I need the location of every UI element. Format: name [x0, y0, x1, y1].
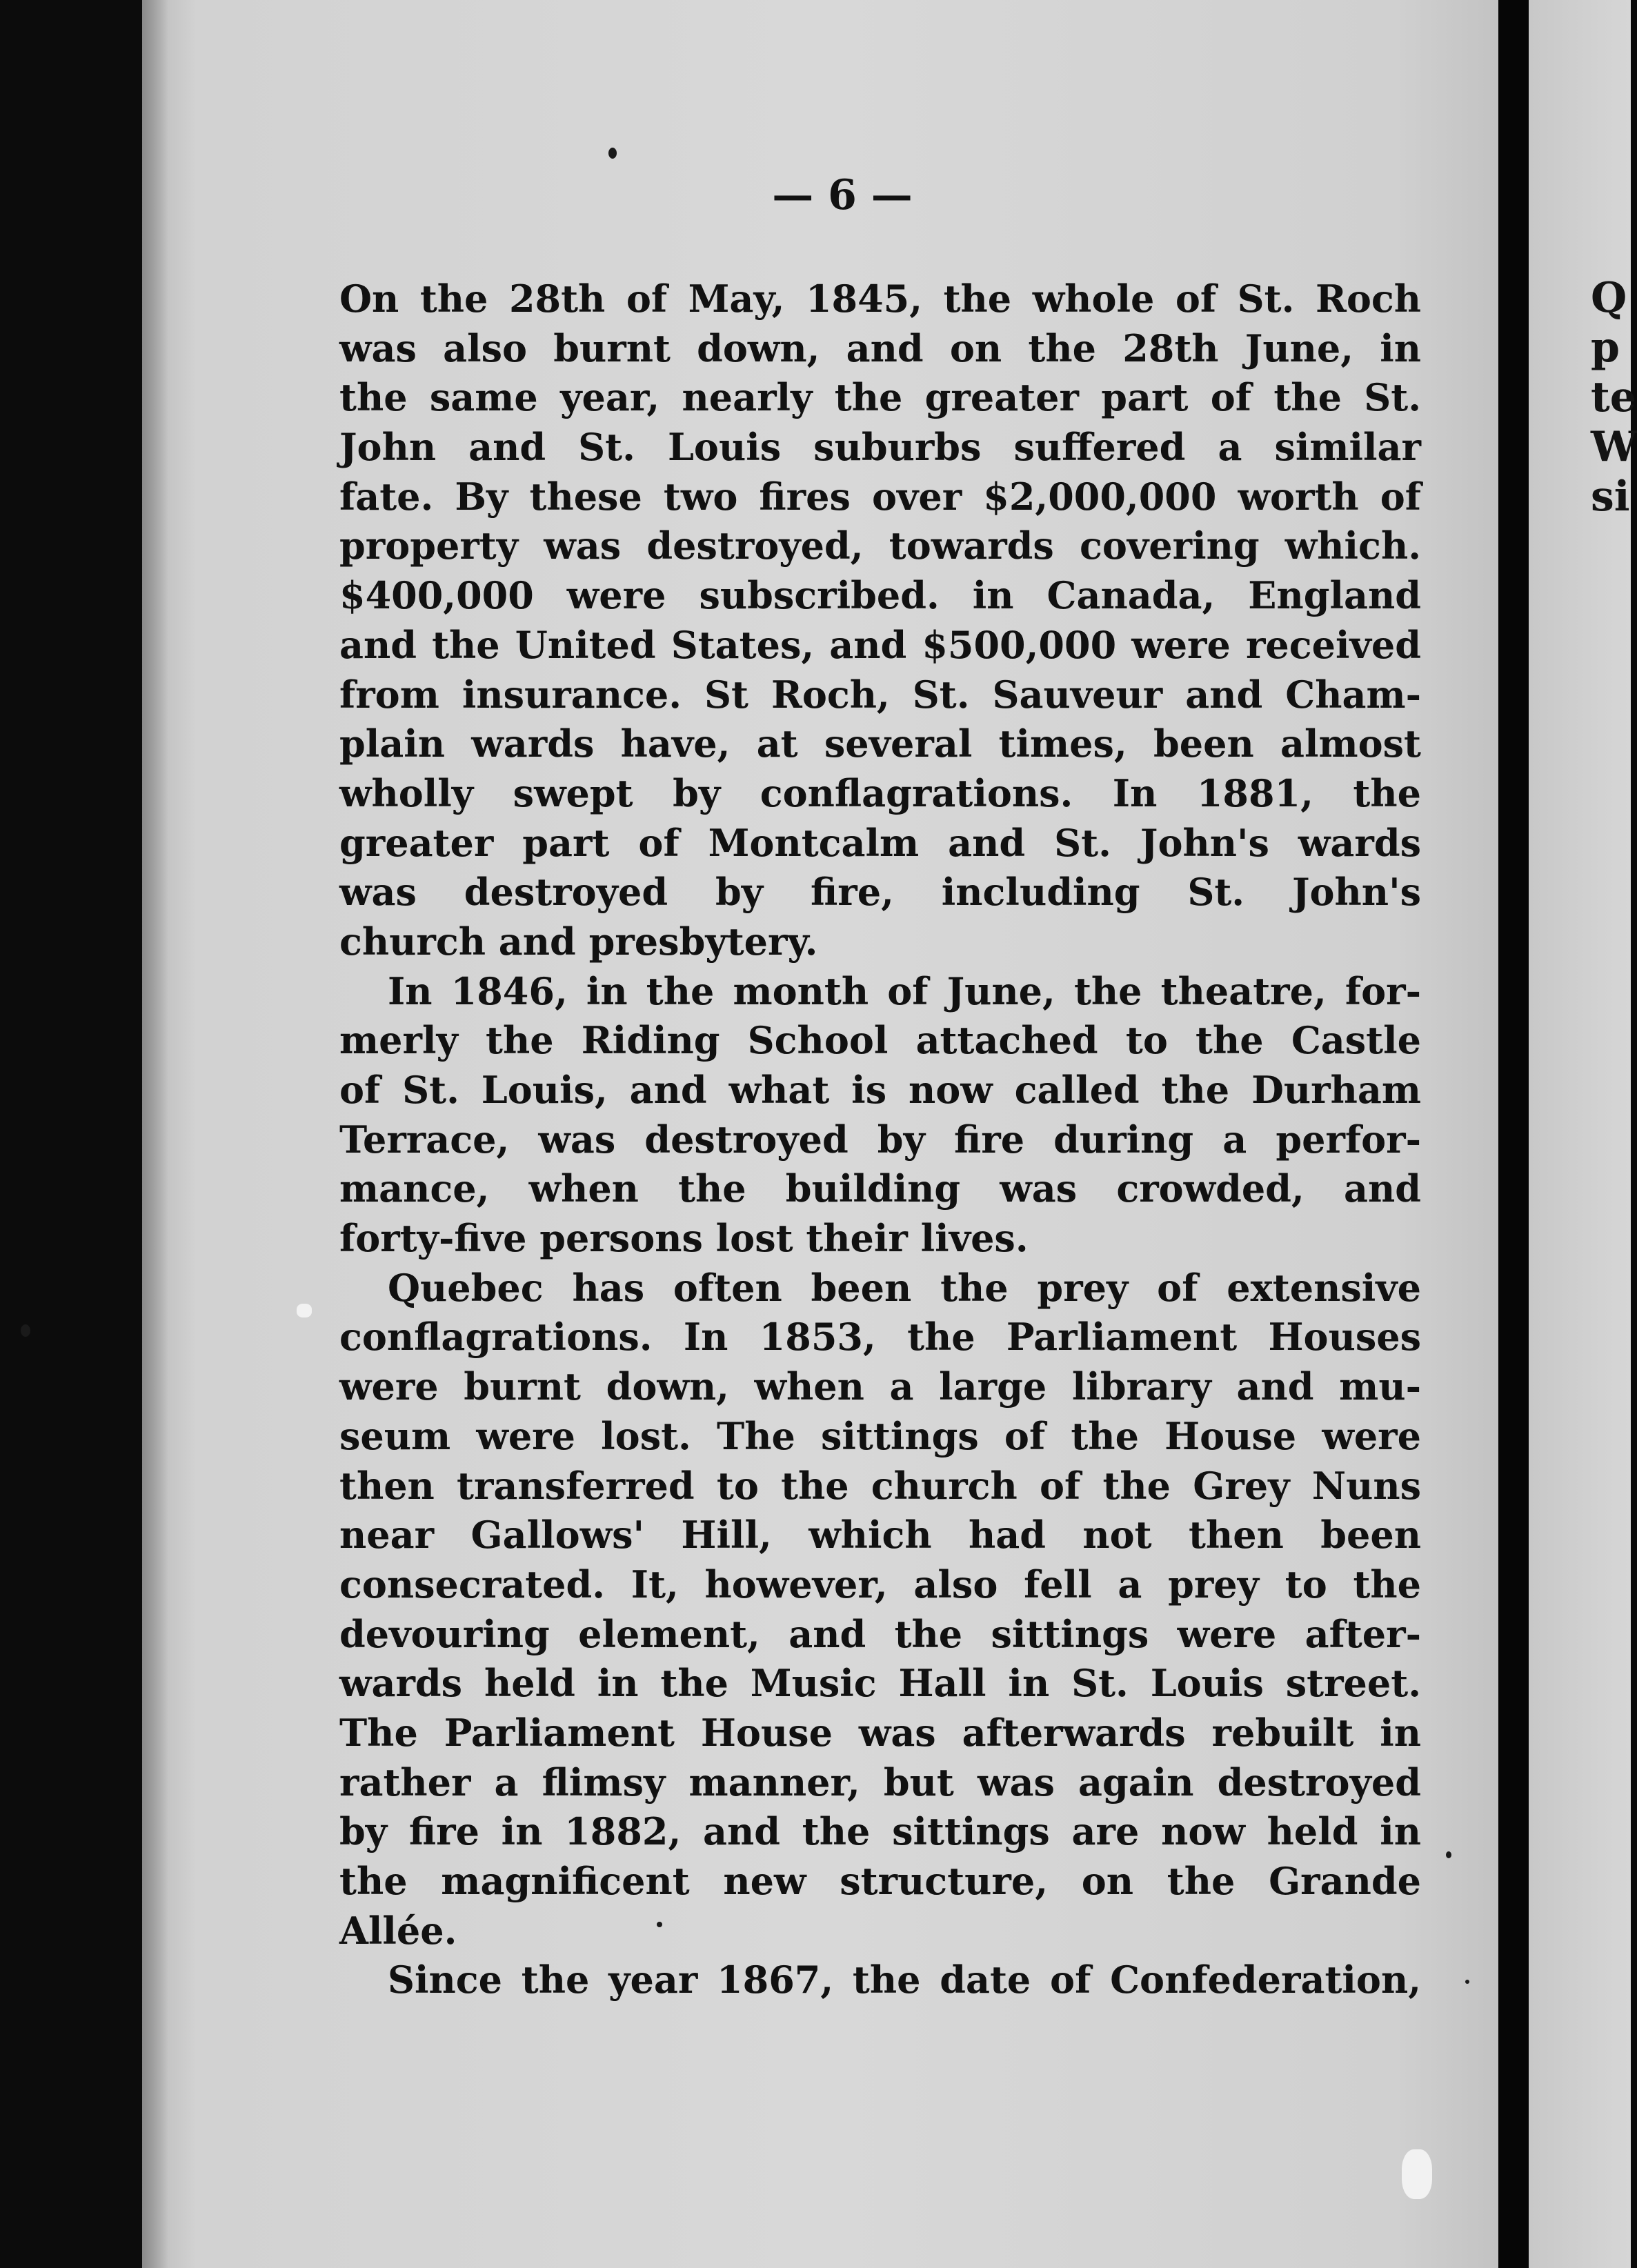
- text-line: rather a flimsy manner, but was again destroyed: [339, 1760, 1421, 1804]
- text-line: the magnificent new structure, on the Grande: [339, 1859, 1421, 1903]
- page-gutter: [1498, 0, 1529, 2268]
- paragraph-4: [339, 1956, 1421, 2005]
- paper-blemish: [297, 1304, 312, 1317]
- text-line: was also burnt down, and on the 28th June, in: [339, 326, 1421, 370]
- page-binding-shadow: [142, 0, 168, 2268]
- text-line: fate. By these two fires over $2,000,000 worth of: [339, 474, 1421, 519]
- text-line: from insurance. St Roch, St. Sauveur and Cham-: [339, 672, 1421, 717]
- adjacent-page-fragment: si: [1591, 472, 1630, 521]
- text-line: On the 28th of May, 1845, the whole of St. Roch: [339, 277, 1421, 321]
- text-line: Quebec has often been the prey of extensive: [388, 1265, 1421, 1310]
- text-line: near Gallows' Hill, which had not then been: [339, 1513, 1421, 1558]
- text-line: the same year, nearly the greater part of the St.: [339, 375, 1421, 420]
- text-line: wards held in the Music Hall in St. Louis street.: [339, 1661, 1421, 1706]
- text-line: devouring element, and the sittings were after-: [339, 1611, 1421, 1656]
- text-line: seum were lost. The sittings of the House were: [339, 1413, 1421, 1458]
- text-line: mance, when the building was crowded, and: [339, 1166, 1421, 1211]
- text-line: were burnt down, when a large library and mu-: [339, 1364, 1421, 1409]
- paragraph-2: [339, 967, 1421, 1264]
- text-line: greater part of Montcalm and St. John's wards: [339, 820, 1421, 865]
- text-line: was destroyed by fire, including St. John's: [339, 870, 1421, 915]
- text-line: consecrated. It, however, also fell a prey to the: [339, 1562, 1421, 1606]
- text-line: In 1846, in the month of June, the theatre, for-: [388, 968, 1421, 1013]
- ink-speck: [1446, 1851, 1451, 1858]
- text-line: church and presbytery.: [339, 919, 818, 964]
- ink-speck: [657, 1922, 662, 1927]
- text-line: The Parliament House was afterwards rebuilt in: [339, 1710, 1421, 1755]
- text-line: conflagrations. In 1853, the Parliament Houses: [339, 1315, 1421, 1360]
- text-line: Allée.: [339, 1908, 457, 1953]
- ink-speck: [1465, 1980, 1469, 1984]
- left-scan-border: [0, 0, 142, 2268]
- text-line: Terrace, was destroyed by fire during a perfor-: [339, 1117, 1421, 1162]
- text-line: Since the year 1867, the date of Confederation,: [388, 1958, 1421, 2002]
- text-line: plain wards have, at several times, been almost: [339, 722, 1421, 766]
- text-line: of St. Louis, and what is now called the Durham: [339, 1068, 1421, 1112]
- text-line: merly the Riding School attached to the Castle: [339, 1018, 1421, 1063]
- text-line: property was destroyed, towards covering which.: [339, 524, 1421, 568]
- text-line: and the United States, and $500,000 were received: [339, 622, 1421, 667]
- body-text: [339, 275, 1421, 2005]
- paragraph-1: [339, 275, 1421, 967]
- paragraph-3: [339, 1264, 1421, 1956]
- adjacent-page-fragment: W: [1591, 423, 1637, 471]
- text-line: John and St. Louis suburbs suffered a similar: [339, 425, 1421, 470]
- adjacent-page-fragment: p: [1591, 324, 1620, 372]
- text-line: forty-five persons lost their lives.: [339, 1216, 1029, 1261]
- page-number: — 6 —: [772, 171, 913, 219]
- text-line: wholly swept by conflagrations. In 1881, the: [339, 770, 1421, 815]
- text-line: by fire in 1882, and the sittings are now held in: [339, 1809, 1421, 1854]
- adjacent-page-fragment: te: [1591, 373, 1636, 421]
- ink-speck: [21, 1324, 30, 1337]
- text-line: then transferred to the church of the Grey Nuns: [339, 1463, 1421, 1508]
- adjacent-page-fragment: Q: [1591, 274, 1627, 322]
- ink-speck: [608, 148, 617, 159]
- text-line: $400,000 were subscribed. in Canada, England: [339, 573, 1421, 618]
- paper-blemish: [1402, 2149, 1432, 2199]
